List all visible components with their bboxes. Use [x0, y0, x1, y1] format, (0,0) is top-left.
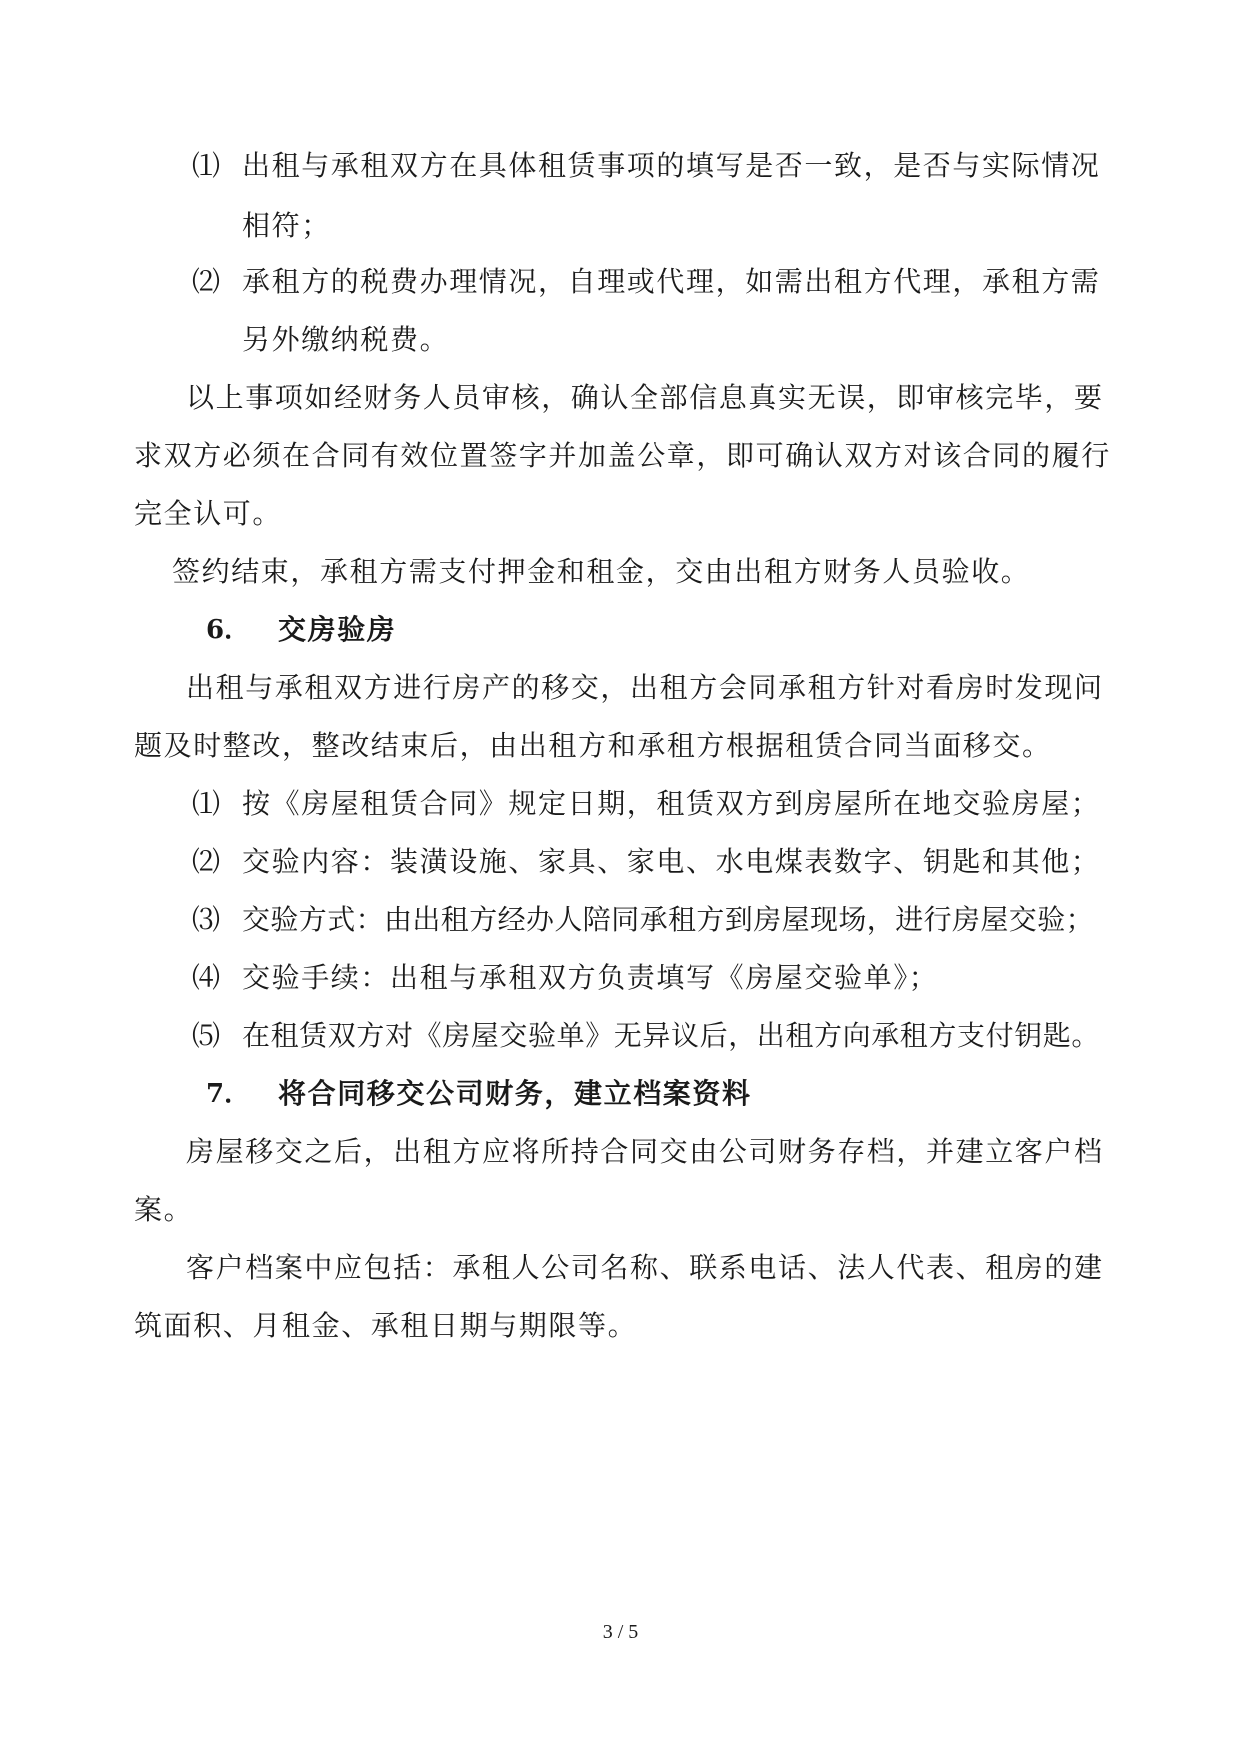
- paragraph-line: 题及时整改，整改结束后，由出租方和承租方根据租赁合同当面移交。: [134, 729, 1052, 762]
- item-text-line: 承租方的税费办理情况，自理或代理，如需出租方代理，承租方需: [242, 265, 1101, 298]
- section-number: 6．: [206, 615, 251, 645]
- item-number: ⑵: [192, 265, 221, 298]
- paragraph-line: 出租与承租双方进行房产的移交，出租方会同承租方针对看房时发现问: [186, 671, 1104, 704]
- item-text-line: 交验内容：装潢设施、家具、家电、水电煤表数字、钥匙和其他；: [242, 845, 1101, 878]
- section-title: 将合同移交公司财务，建立档案资料: [278, 1077, 752, 1110]
- paragraph-sign: 签约结束，承租方需支付押金和租金，交由出租方财务人员验收。: [172, 555, 1031, 588]
- item-number: ⑷: [192, 961, 221, 994]
- item-text-line: 按《房屋租赁合同》规定日期，租赁双方到房屋所在地交验房屋；: [242, 787, 1101, 820]
- section-title: 交房验房: [278, 613, 397, 646]
- item-text-line: 另外缴纳税费。: [242, 323, 450, 356]
- item-number: ⑴: [192, 149, 221, 182]
- paragraph-line: 房屋移交之后，出租方应将所持合同交由公司财务存档，并建立客户档: [186, 1135, 1104, 1168]
- item-text-line: 交验手续：出租与承租双方负责填写《房屋交验单》；: [242, 961, 939, 994]
- item-text-line: 出租与承租双方在具体租赁事项的填写是否一致，是否与实际情况: [242, 149, 1101, 182]
- paragraph-line: 筑面积、月租金、承租日期与期限等。: [134, 1309, 638, 1342]
- item-number: ⑸: [192, 1019, 221, 1052]
- paragraph-line: 完全认可。: [134, 497, 283, 530]
- item-number: ⑶: [192, 903, 221, 936]
- paragraph-line: 以上事项如经财务人员审核，确认全部信息真实无误，即审核完毕，要: [186, 381, 1104, 414]
- section-number: 7．: [206, 1079, 251, 1109]
- item-number: ⑴: [192, 787, 221, 820]
- item-number: ⑵: [192, 845, 221, 878]
- item-text-line: 交验方式：由出租方经办人陪同承租方到房屋现场，进行房屋交验；: [242, 903, 1095, 936]
- item-text-line: 相符；: [242, 209, 331, 242]
- paragraph-line: 客户档案中应包括：承租人公司名称、联系电话、法人代表、租房的建: [186, 1251, 1104, 1284]
- paragraph-line: 案。: [134, 1193, 194, 1226]
- item-text-line: 在租赁双方对《房屋交验单》无异议后，出租方向承租方支付钥匙。: [242, 1019, 1101, 1052]
- paragraph-line: 求双方必须在合同有效位置签字并加盖公章，即可确认双方对该合同的履行: [134, 439, 1111, 472]
- page-number: 3 / 5: [602, 1621, 639, 1643]
